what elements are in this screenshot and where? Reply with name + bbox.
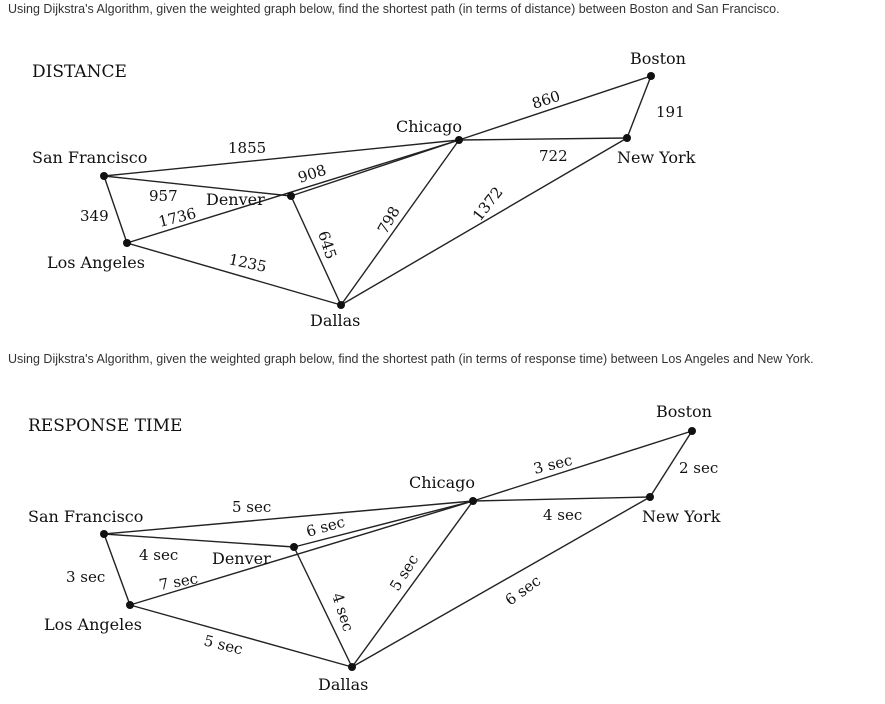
weight-sf-chicago: 5 sec [232,498,272,516]
node-dallas [337,301,345,309]
question-response-time: Using Dijkstra's Algorithm, given the weighted graph below, find the shortest path (in terms of response time) between Los Angeles and New York. [8,352,814,366]
question-distance: Using Dijkstra's Algorithm, given the weighted graph below, find the shortest path (in terms of distance) between Boston and San Francisco. [8,2,780,16]
weight-sf-la: 349 [80,207,109,225]
node-san-francisco [100,530,108,538]
weight-dallas-ny: 1372 [468,183,507,225]
weight-chicago-boston: 3 sec [531,450,575,478]
city-label-san-francisco: San Francisco [32,148,148,167]
weight-boston-ny: 2 sec [679,459,719,477]
city-label-dallas: Dallas [310,311,361,330]
edge-dallas-chicago [341,140,459,305]
node-dallas [348,663,356,671]
city-label-san-francisco: San Francisco [28,507,144,526]
distance-graph [0,0,885,345]
node-boston [688,427,696,435]
city-label-los-angeles: Los Angeles [44,615,142,634]
weight-dallas-chicago: 798 [373,203,404,237]
city-label-boston: Boston [656,402,712,421]
edge-chicago-ny [459,138,627,140]
node-chicago [455,136,463,144]
city-label-new-york: New York [617,148,696,167]
city-label-los-angeles: Los Angeles [47,253,145,272]
edge-dallas-chicago [352,501,473,667]
node-denver [287,192,295,200]
graph-title: DISTANCE [32,62,127,82]
node-san-francisco [100,172,108,180]
weight-la-dallas: 5 sec [202,631,245,659]
weight-denver-chicago: 908 [295,160,329,187]
edge-sf-la [104,534,130,605]
node-new-york [646,493,654,501]
weight-denver-dallas: 645 [314,228,341,262]
weight-dallas-chicago: 5 sec [386,551,423,595]
edge-chicago-boston [459,76,651,140]
edge-sf-denver [104,534,294,547]
node-los-angeles [123,239,131,247]
city-label-denver: Denver [206,190,265,209]
node-boston [647,72,655,80]
weight-la-chicago: 7 sec [157,569,200,594]
weight-chicago-ny: 722 [539,147,568,165]
node-denver [290,543,298,551]
weight-boston-ny: 191 [656,103,685,121]
node-los-angeles [126,601,134,609]
city-label-chicago: Chicago [396,117,463,136]
edge-chicago-ny [473,497,650,501]
city-label-new-york: New York [642,507,721,526]
city-label-boston: Boston [630,49,686,68]
edge-la-dallas [130,605,352,667]
weight-denver-chicago: 6 sec [304,512,347,541]
weight-sf-la: 3 sec [66,568,106,586]
weight-la-chicago: 1736 [156,204,199,231]
city-label-chicago: Chicago [409,473,476,492]
weight-la-dallas: 1235 [227,250,269,276]
node-chicago [469,497,477,505]
weight-sf-chicago: 1855 [228,139,267,157]
city-label-denver: Denver [212,549,271,568]
weight-chicago-ny: 4 sec [543,506,583,524]
weight-denver-dallas: 4 sec [328,590,358,634]
node-new-york [623,134,631,142]
edge-chicago-boston [473,431,692,501]
graph-title: RESPONSE TIME [28,416,183,436]
edge-boston-ny [627,76,651,138]
weight-sf-denver: 957 [149,187,178,205]
weight-sf-denver: 4 sec [139,546,179,564]
city-label-dallas: Dallas [318,675,369,694]
response-time-graph [0,345,885,704]
weight-dallas-ny: 6 sec [501,571,545,610]
weight-chicago-boston: 860 [529,86,563,113]
